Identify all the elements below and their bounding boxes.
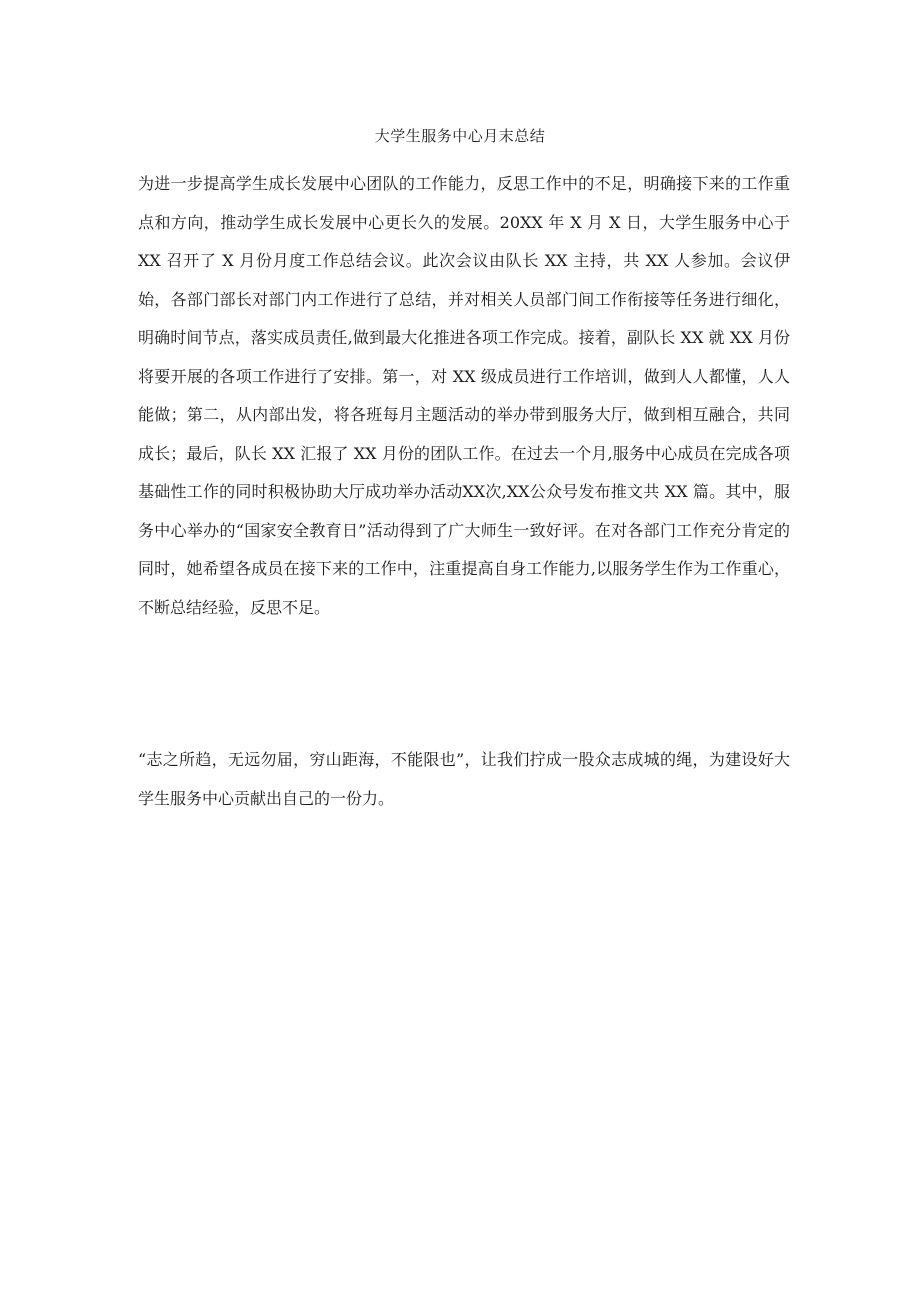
body-paragraph-summary: 为进一步提高学生成长发展中心团队的工作能力，反思工作中的不足，明确接下来的工作重点和方向，推动学生成长发展中心更长久的发展。20XX 年 X 月 X 日，大学生服务中心于 XX 召开了 X 月份月度工作总结会议。此次会议由队长 XX 主持，共 XX 人参加。会议伊始，各部门部长对部门内工作进行了总结，并对相关人员部门间工作衔接等任务进行细化，明确时间节点，落实成员责任,做到最大化推进各项工作完成。接着，副队长 XX 就 XX 月份将要开展的各项工作进行了安排。第一，对 XX 级成员进行工作培训，做到人人都懂，人人能做；第二，从内部出发，将各班每月主题活动的举办带到服务大厅，做到相互融合，共同成长；最后，队长 XX 汇报了 XX 月份的团队工作。在过去一个月,服务中心成员在完成各项基础性工作的同时积极协助大厅成功举办活动XX次,XX公众号发布推文共 XX 篇。其中，服务中心举办的“国家安全教育日”活动得到了广大师生一致好评。在对各部门工作充分肯定的同时，她希望各成员在接下来的工作中，注重提高自身工作能力,以服务学生作为工作重心，不断总结经验，反思不足。	[138, 174, 790, 617]
body-paragraph-closing: “志之所趋，无远勿届，穷山距海，不能限也”，让我们拧成一股众志成城的绳，为建设好大学生服务中心贡献出自己的一份力。	[138, 750, 790, 808]
document-title: 大学生服务中心月末总结	[374, 127, 546, 145]
